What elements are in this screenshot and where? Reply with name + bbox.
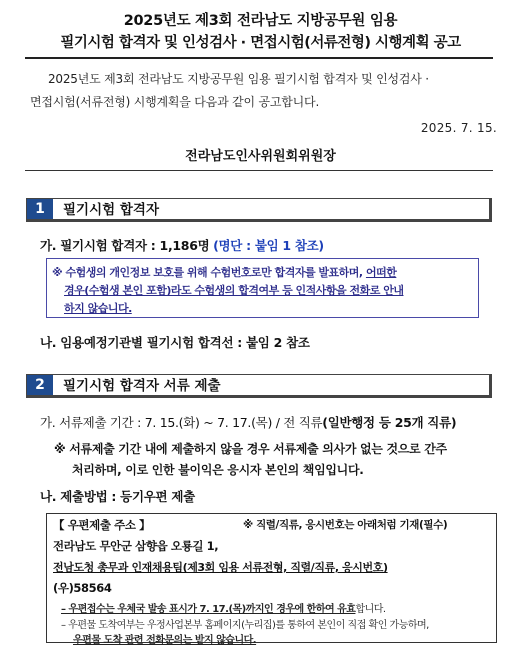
mail-bullet-3: 우편물 도착 관련 전화문의는 받지 않습니다. [73, 635, 257, 646]
address-box-heading: 【 우편제출 주소 】 [53, 518, 151, 532]
title-line-2: 필기시험 합격자 및 인성검사 · 면접시험(서류전형) 시행계획 공고 [60, 35, 461, 51]
mail-bullet-1b: 합니다. [355, 604, 386, 615]
intro-line-2: 면접시험(서류전형) 시행계획을 다음과 같이 공고합니다. [30, 95, 320, 109]
section-2-header [26, 374, 492, 398]
privacy-note-line-1a: ※ 수험생의 개인정보 보호를 위해 수험번호로만 합격자를 발표하며, [52, 266, 363, 279]
section-2-item-a [40, 413, 456, 431]
section-2-item-b: 나. 제출방법 : 등기우편 제출 [40, 489, 195, 504]
intro-line-1: 2025년도 제3회 전라남도 지방공무원 임용 필기시험 합격자 및 인성검사 · [48, 72, 429, 86]
privacy-note-line-1 [52, 264, 396, 280]
privacy-note-line-2: 경우(수험생 본인 포함)라도 수험생의 합격여부 등 인적사항을 전화로 안내 [64, 284, 404, 297]
mail-bullet-1 [61, 600, 386, 615]
announcement-date: 2025. 7. 15. [420, 121, 497, 135]
section-1-title: 필기시험 합격자 [63, 202, 159, 218]
section-2-number: 2 [27, 375, 53, 395]
mail-bullet-1a: – 우편접수는 우체국 발송 표시가 7. 17.(목)까지인 경우에 한하여 유효 [61, 604, 356, 615]
submission-period: 가. 서류제출 기간 : 7. 15.(화) ~ 7. 17.(목) / 전 직류 [40, 415, 323, 430]
privacy-note-line-1b: 어떠한 [365, 266, 397, 279]
section-1-item-b: 나. 임용예정기관별 필기시험 합격선 : 붙임 2 참조 [40, 335, 310, 350]
section-1-number: 1 [27, 199, 53, 219]
section-2-title: 필기시험 합격자 서류 제출 [63, 378, 221, 394]
mail-address-box [46, 513, 497, 646]
address-line-2-text: 전남도청 총무과 인재채용팀(제3회 임용 서류전형, 직렬/직류, 응시번호) [53, 561, 388, 574]
deadline-warning-line-2: 처리하며, 이로 인한 불이익은 응시자 본인의 책임입니다. [72, 463, 364, 477]
privacy-note-box [46, 258, 479, 318]
deadline-warning-line-1: ※ 서류제출 기간 내에 제출하지 않을 경우 서류제출 의사가 없는 것으로 간주 [54, 442, 447, 456]
zip-code: (우)58564 [53, 581, 112, 595]
address-line-2 [53, 559, 388, 575]
address-line-1: 전라남도 무안군 삼향읍 오룡길 1, [53, 539, 219, 553]
top-rule [25, 57, 493, 59]
divider-rule [25, 170, 493, 171]
submission-period-extra: (일반행정 등 25개 직류) [322, 415, 457, 430]
address-box-note: ※ 직렬/직류, 응시번호는 아래처럼 기재(필수) [243, 519, 448, 531]
privacy-note-line-3: 하지 않습니다. [64, 302, 132, 315]
mail-bullet-2: – 우편물 도착여부는 우정사업본부 홈페이지(누리집)를 통하여 본인이 직접 확인 가능하며, [61, 620, 429, 631]
signer: 전라남도인사위원회위원장 [185, 149, 336, 164]
section-1-header [26, 198, 492, 222]
section-1-item-a [40, 236, 324, 254]
passers-list-ref: (명단 : 붙임 1 참조) [213, 238, 324, 253]
passers-count: 가. 필기시험 합격자 : 1,186명 [40, 238, 210, 253]
title-line-1: 2025년도 제3회 전라남도 지방공무원 임용 [123, 13, 398, 29]
